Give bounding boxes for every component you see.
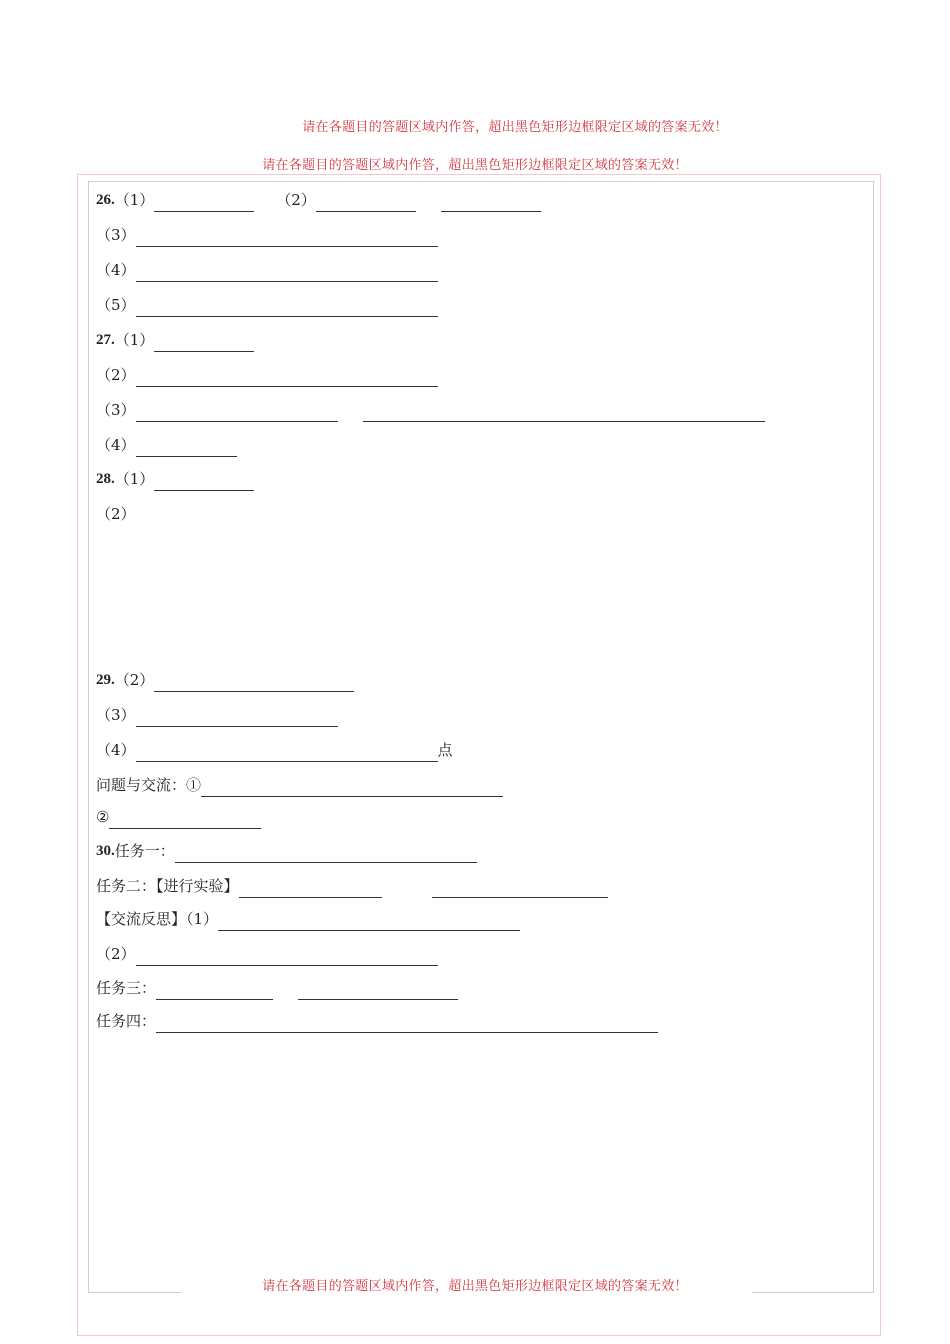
q29-part-3-label: （3）	[96, 706, 136, 724]
warning-banner-top-2: 请在各题目的答题区域内作答，超出黑色矩形边框限定区域的答案无效！	[262, 158, 688, 173]
q30-task-4-line	[96, 1009, 658, 1033]
q27-line-2	[96, 363, 438, 387]
q29-discussion-line-1	[96, 773, 503, 797]
warning-banner-top-1: 请在各题目的答题区域内作答，超出黑色矩形边框限定区域的答案无效！	[302, 120, 728, 135]
q30-task-1-line	[96, 839, 477, 863]
q29-3-blank[interactable]	[136, 708, 338, 727]
warning-banner-bottom: 请在各题目的答题区域内作答，超出黑色矩形边框限定区域的答案无效！	[262, 1279, 688, 1294]
q30-reflect-1-blank[interactable]	[218, 912, 520, 931]
q30-task-4-blank[interactable]	[156, 1014, 658, 1033]
q30-task-2-blank-a[interactable]	[239, 879, 382, 898]
q30-task-4-label: 任务四：	[96, 1012, 157, 1030]
q26-line-3	[96, 223, 438, 247]
q27-3-blank-b[interactable]	[363, 403, 765, 422]
q26-1-blank[interactable]	[154, 193, 254, 212]
q26-line-5	[96, 293, 438, 317]
q30-reflect-2-blank[interactable]	[136, 947, 438, 966]
q30-task-3-line	[96, 976, 458, 1000]
q27-4-blank[interactable]	[136, 438, 237, 457]
q26-part-5-label: （5）	[96, 296, 136, 314]
q28-1-blank[interactable]	[154, 472, 254, 491]
q30-task-3-label: 任务三：	[96, 979, 157, 997]
q30-task-2-label: 任务二：【进行实验】	[96, 877, 239, 895]
q29-part-2-label: （2）	[114, 671, 155, 689]
q28-line-2	[96, 502, 136, 526]
q30-task-3-blank-b[interactable]	[298, 981, 458, 1000]
q26-part-1-label: （1）	[114, 191, 155, 209]
q26-4-blank[interactable]	[136, 263, 438, 282]
q30-task-1-label: 任务一：	[114, 842, 175, 860]
question-number-27: 27.	[96, 332, 115, 348]
question-number-28: 28.	[96, 471, 115, 487]
q26-2-blank-b[interactable]	[441, 193, 541, 212]
q27-line-3	[96, 398, 765, 422]
q30-reflect-line-2	[96, 942, 438, 966]
q26-2-blank-a[interactable]	[316, 193, 416, 212]
q30-task-1-blank[interactable]	[175, 844, 477, 863]
q27-part-4-label: （4）	[96, 436, 136, 454]
q29-line-3	[96, 703, 338, 727]
q29-4-blank[interactable]	[136, 743, 438, 762]
q30-task-2-line	[96, 874, 608, 898]
q30-reflect-2-label: （2）	[96, 945, 136, 963]
q28-line-1	[96, 467, 254, 491]
q28-part-2-label: （2）	[96, 505, 136, 523]
q30-reflect-line-1	[96, 907, 520, 931]
q29-discussion-blank-2[interactable]	[109, 810, 261, 829]
q27-2-blank[interactable]	[136, 368, 438, 387]
q26-part-3-label: （3）	[96, 226, 136, 244]
q26-3-blank[interactable]	[136, 228, 438, 247]
q27-3-blank-a[interactable]	[136, 403, 338, 422]
q29-discussion-label: 问题与交流：①	[96, 776, 202, 794]
question-number-30: 30.	[96, 843, 115, 859]
q27-part-2-label: （2）	[96, 366, 136, 384]
q29-discussion-line-2	[96, 805, 261, 829]
q27-1-blank[interactable]	[154, 333, 254, 352]
question-number-26: 26.	[96, 192, 115, 208]
q29-line-2	[96, 668, 354, 692]
q30-task-2-blank-b[interactable]	[432, 879, 608, 898]
q29-line-4	[96, 738, 453, 762]
q29-discussion-blank-1[interactable]	[201, 778, 503, 797]
q29-2-blank[interactable]	[154, 673, 354, 692]
q29-4-suffix: 点	[437, 741, 453, 759]
q26-part-4-label: （4）	[96, 261, 136, 279]
q30-task-3-blank-a[interactable]	[156, 981, 273, 1000]
q26-line-1	[96, 188, 541, 212]
q27-line-4	[96, 433, 237, 457]
q28-part-1-label: （1）	[114, 470, 155, 488]
q27-part-3-label: （3）	[96, 401, 136, 419]
q30-reflect-label: 【交流反思】（1）	[96, 910, 219, 928]
q29-discussion-circle-2: ②	[96, 808, 110, 826]
q27-part-1-label: （1）	[114, 331, 155, 349]
question-number-29: 29.	[96, 672, 115, 688]
q26-5-blank[interactable]	[136, 298, 438, 317]
q27-line-1	[96, 328, 254, 352]
q26-line-4	[96, 258, 438, 282]
q29-part-4-label: （4）	[96, 741, 136, 759]
q26-part-2-label: （2）	[276, 191, 316, 209]
